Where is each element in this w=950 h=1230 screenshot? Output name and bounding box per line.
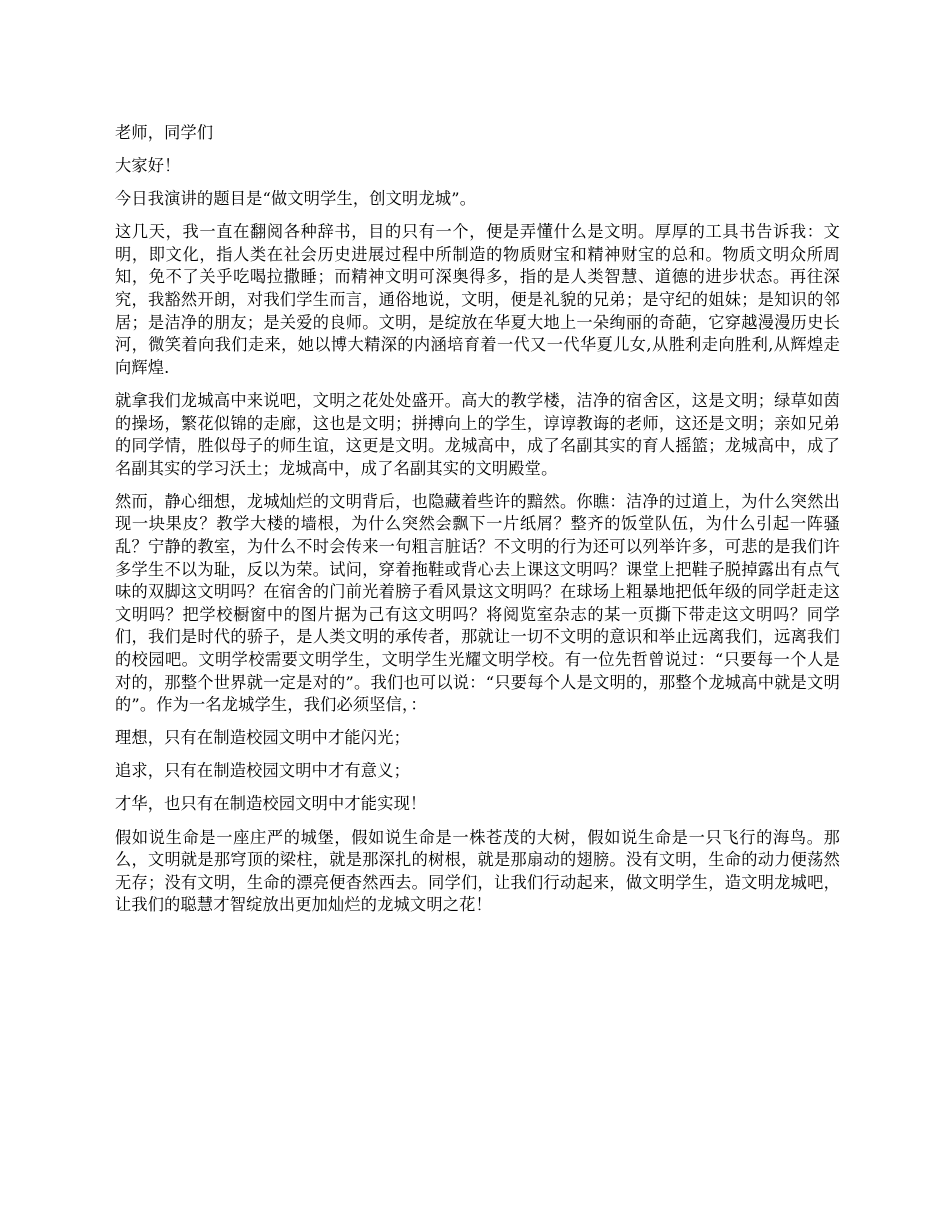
line-ideal: 理想，只有在制造校园文明中才能闪光； — [115, 728, 410, 748]
paragraph-definition-of-civilization: 这几天，我一直在翻阅各种辞书，目的只有一个，便是弄懂什么是文明。厚厚的工具书告诉我：文明，即文化，指人类在社会历史进展过程中所制造的物质财宝和精神财宝的总和。物质文明众所周知，免不了关乎吃喝拉撒睡；而精神文明可深奥得多，指的是人类智慧、道德的进步状态。再往深究，我豁然开朗，对我们学生而言，通俗地说，文明，便是礼貌的兄弟；是守纪的姐妹；是知识的邻居；是洁净的朋友；是关爱的良师。文明，是绽放在华夏大地上一朵绚丽的奇葩，它穿越漫漫历史长河，微笑着向我们走来，她以博大精深的内涵培育着一代又一代华夏儿女,从胜利走向胜利,从辉煌走向辉煌. — [115, 222, 840, 377]
paragraph-longcheng-high-school: 就拿我们龙城高中来说吧，文明之花处处盛开。高大的教学楼，洁净的宿舍区，这是文明；绿草如茵的操场，繁花似锦的走廊，这也是文明；拼搏向上的学生，谆谆教诲的老师，这还是文明；亲如兄弟的同学情，胜似母子的师生谊，这更是文明。龙城高中，成了名副其实的育人摇篮；龙城高中，成了名副其实的学习沃土；龙城高中，成了名副其实的文明殿堂。 — [115, 390, 840, 478]
document-body — [115, 122, 840, 927]
paragraph-conclusion: 假如说生命是一座庄严的城堡，假如说生命是一株苍茂的大树，假如说生命是一只飞行的海鸟。那么，文明就是那穹顶的梁柱，就是那深扎的树根，就是那扇动的翅膀。没有文明，生命的动力便荡然无存；没有文明，生命的漂亮便杳然西去。同学们，让我们行动起来，做文明学生，造文明龙城吧，让我们的聪慧才智绽放出更加灿烂的龙城文明之花！ — [115, 827, 840, 915]
speech-title-line: 今日我演讲的题目是“做文明学生，创文明龙城”。 — [115, 189, 477, 209]
line-pursuit: 追求，只有在制造校园文明中才有意义； — [115, 761, 410, 781]
greeting: 大家好！ — [115, 156, 181, 176]
paragraph-uncivilized-behaviors: 然而，静心细想，龙城灿烂的文明背后，也隐藏着些许的黯然。你瞧：洁净的过道上，为什么突然出现一块果皮？教学大楼的墙根，为什么突然会飘下一片纸屑？整齐的饭堂队伍，为什么引起一阵骚乱？宁静的教室，为什么不时会传来一句粗言脏话？不文明的行为还可以列举许多，可悲的是我们许多学生不以为耻，反以为荣。试问，穿着拖鞋或背心去上课这文明吗？课堂上把鞋子脱掉露出有点气味的双脚这文明吗？在宿舍的门前光着膀子看风景这文明吗？在球场上粗暴地把低年级的同学赶走这文明吗？把学校橱窗中的图片据为己有这文明吗？将阅览室杂志的某一页撕下带走这文明吗？同学们，我们是时代的骄子，是人类文明的承传者，那就让一切不文明的意识和举止远离我们，远离我们的校园吧。文明学校需要文明学生，文明学生光耀文明学校。有一位先哲曾说过：“只要每一个人是对的，那整个世界就一定是对的”。我们也可以说：“只要每个人是文明的，那整个龙城高中就是文明的”。作为一名龙城学生，我们必须坚信，： — [115, 491, 840, 715]
line-talent: 才华，也只有在制造校园文明中才能实现！ — [115, 794, 427, 814]
salutation: 老师，同学们 — [115, 123, 214, 142]
